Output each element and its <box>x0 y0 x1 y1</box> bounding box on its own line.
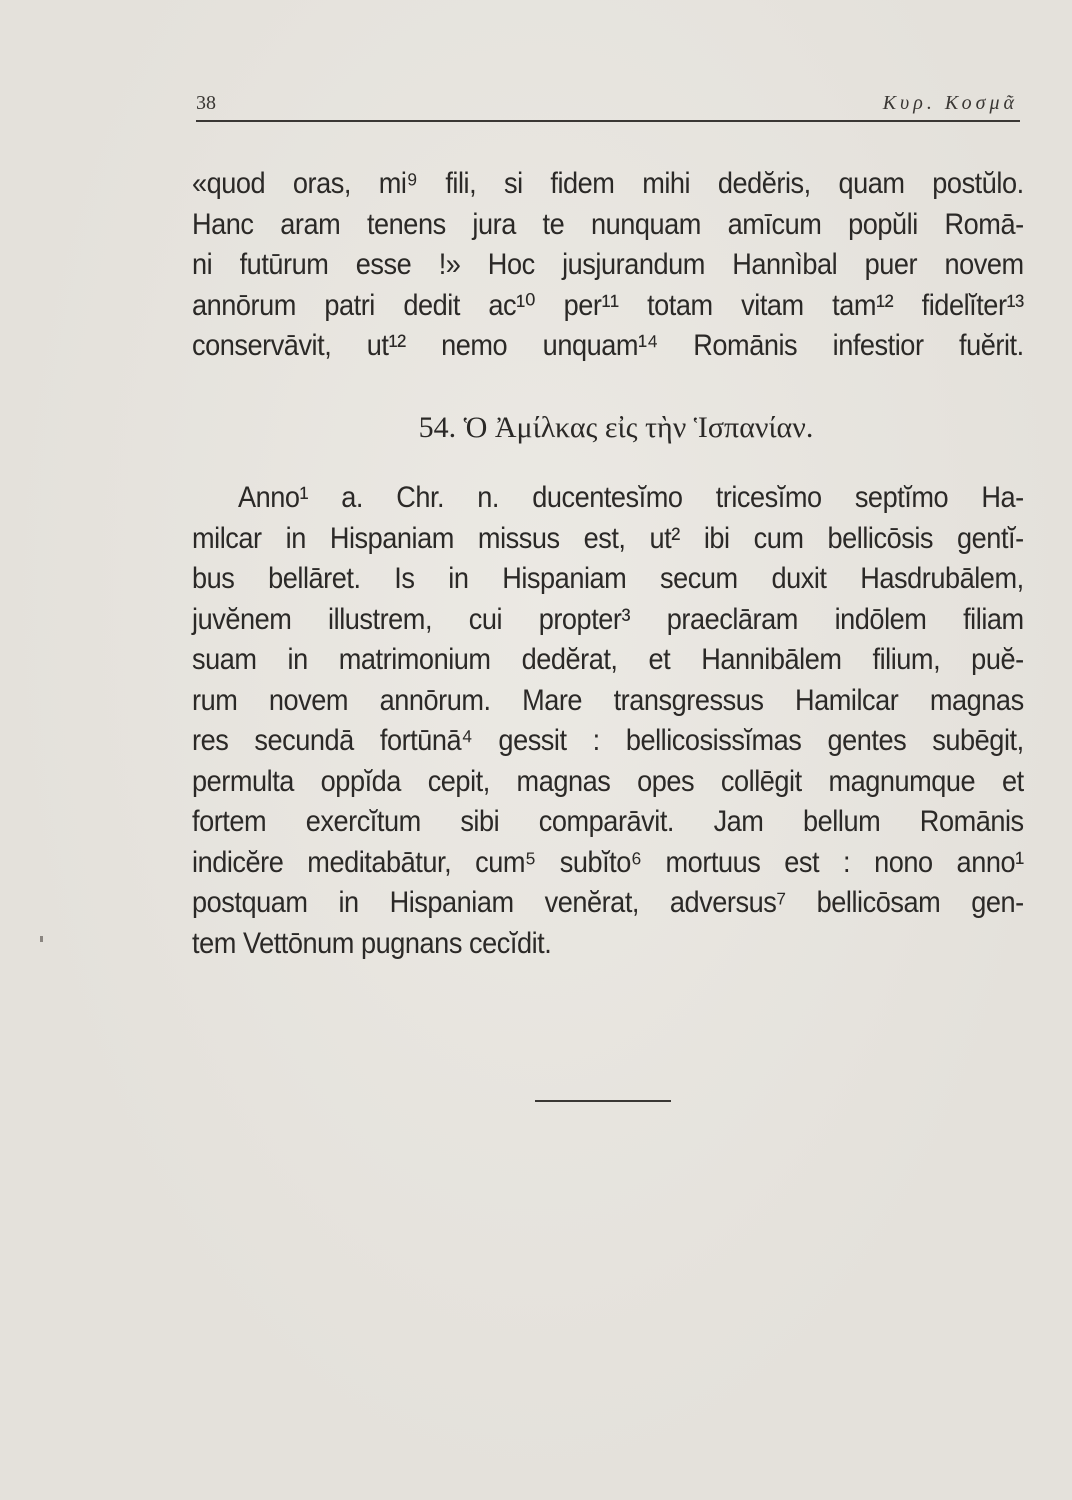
page-number: 38 <box>196 92 216 114</box>
text-line: milcar in Hispaniam missus est, ut² ibi cum bellicōsis gentĭ- <box>192 521 1024 555</box>
text-line: rum novem annōrum. Mare transgressus Hamilcar magnas <box>192 683 1024 717</box>
text-line: conservāvit, ut¹² nemo unquam¹⁴ Romānis infestior fuĕrit. <box>192 329 1024 362</box>
margin-speck <box>40 936 43 942</box>
text-line: «quod oras, mi⁹ fili, si fidem mihi dedĕris, quam postŭlo. <box>192 167 1024 200</box>
running-head: Κυρ. Κοσμᾶ <box>882 92 1018 114</box>
text-line: juvĕnem illustrem, cui propter³ praeclāram indōlem filiam <box>192 602 1024 636</box>
section-heading: 54. Ὁ Ἀμίλκας εἰς τὴν Ἱσπανίαν. <box>418 411 814 444</box>
text-line: permulta oppĭda cepit, magnas opes collēgit magnumque et <box>192 764 1024 798</box>
text-line: postquam in Hispaniam venĕrat, adversus⁷ bellicōsam gen- <box>192 886 1024 919</box>
paragraph-hamilcar <box>192 478 1024 964</box>
paragraph-oath <box>192 164 1024 367</box>
text-line: suam in matrimonium dedĕrat, et Hannibālem filium, puĕ- <box>192 643 1024 676</box>
text-line: annōrum patri dedit ac¹⁰ per¹¹ totam vitam tam¹² fidelĭter¹³ <box>192 288 1024 322</box>
text-line: indicĕre meditabātur, cum⁵ subĭto⁶ mortuus est : nono anno¹ <box>192 845 1024 879</box>
text-line: Anno¹ a. Chr. n. ducentesĭmo tricesĭmo septĭmo Ha- <box>238 481 1024 514</box>
page-header <box>196 90 1020 122</box>
text-line: res secundā fortūnā⁴ gessit : bellicosissĭmas gentes subēgit, <box>192 724 1024 757</box>
text-line: bus bellāret. Is in Hispaniam secum duxit Hasdrubālem, <box>192 562 1024 595</box>
text-line: ni futūrum esse !» Hoc jusjurandum Hannìbal puer novem <box>192 248 1024 281</box>
section-end-rule <box>535 1100 671 1102</box>
text-line: Hanc aram tenens jura te nunquam amīcum popŭli Romā- <box>192 207 1024 241</box>
text-line: tem Vettōnum pugnans cecĭdit. <box>192 926 552 960</box>
text-line: fortem exercĭtum sibi comparāvit. Jam bellum Romānis <box>192 805 1024 838</box>
